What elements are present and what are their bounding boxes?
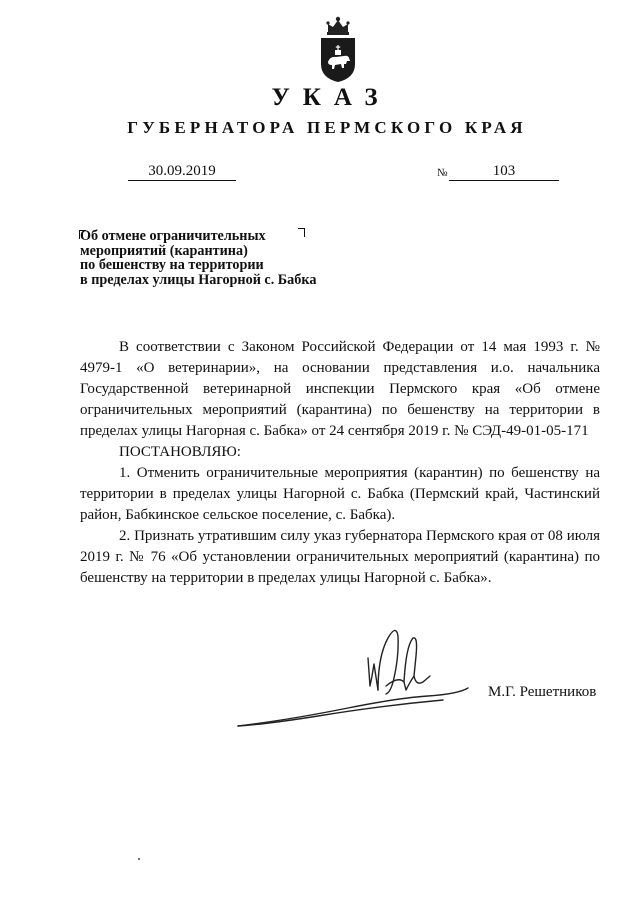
- number-sign: №: [437, 167, 448, 179]
- signer-name: М.Г. Решетников: [488, 684, 597, 700]
- document-heading: [80, 229, 350, 287]
- document-subtitle: ГУБЕРНАТОРА ПЕРМСКОГО КРАЯ: [127, 118, 527, 137]
- decree-word: ПОСТАНОВЛЯЮ:: [119, 444, 241, 460]
- heading-line: мероприятий (карантина): [80, 242, 248, 259]
- preamble-paragraph: В соответствии с Законом Российской Федерации от 14 мая 1993 г. № 4979-1 «О ветеринарии», на основании представления и.о. начальника Государственной ветеринарной инспекции Пермского края «Об отмене ограничительных мероприятий (карантина) по бешенству на территории в пределах улицы Нагорная с. Бабка» от 24 сентября 2019 г. № СЭД-49-01-05-171: [80, 339, 600, 439]
- document-number: 103: [449, 162, 559, 181]
- document-date: 30.09.2019: [128, 162, 236, 181]
- scan-speck: [138, 858, 140, 860]
- document-title: УКАЗ: [271, 84, 391, 111]
- coat-of-arms-icon: [316, 14, 360, 84]
- item-paragraph: 1. Отменить ограничительные мероприятия (карантин) по бешенству на территории в пределах улицы Нагорной с. Бабка (Пермский край, Частинский район, Бабкинское сельское поселение, с. Бабка).: [80, 465, 600, 523]
- item-paragraph: 2. Признать утратившим силу указ губернатора Пермского края от 08 июля 2019 г. № 76 «Об установлении ограничительных мероприятий (карантина) по бешенству на территории в пределах улицы Нагорной с. Бабка».: [80, 528, 600, 586]
- document-body: [80, 337, 600, 589]
- heading-line: в пределах улицы Нагорной с. Бабка: [80, 271, 317, 288]
- signature-icon: [228, 616, 478, 736]
- heading-line: Об отмене ограничительных: [80, 228, 266, 244]
- heading-line: по бешенству на территории: [80, 257, 264, 273]
